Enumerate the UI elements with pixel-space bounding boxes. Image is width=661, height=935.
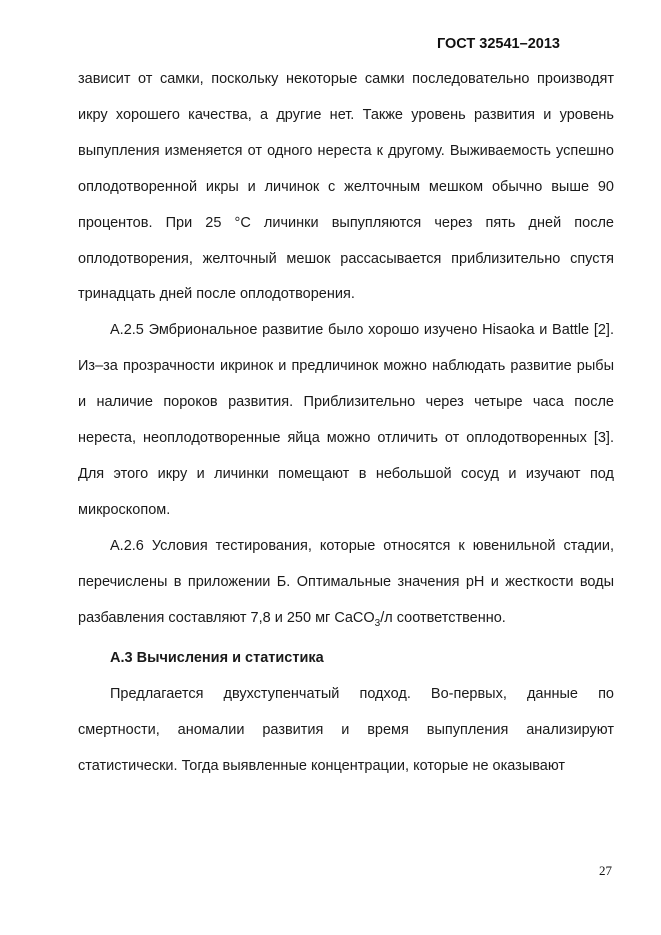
paragraph-a-2-6-tail: /л соответственно. — [380, 609, 506, 626]
paragraph-a-3: Предлагается двухступенчатый подход. Во-первых, данные по смертности, аномалии развития и время выпупления анализируют статистически. Тогда выявленные концентрации, которые не оказывают — [78, 686, 614, 775]
document-code: ГОСТ 32541–2013 — [437, 36, 560, 52]
page-number: 27 — [599, 863, 612, 878]
paragraph-a-2-5: А.2.5 Эмбриональное развитие было хорошо изучено Hisaoka и Battle [2]. Из–за прозрачности икринок и предличинок можно наблюдать развитие рыбы и наличие пороков развития. Приблизительно через четыре часа после нереста, неоплодотворенные яйца можно отличить от оплодотворенных [3]. Для этого икру и личинки помещают в небольшой сосуд и изучают под микроскопом. — [78, 322, 614, 518]
paragraph-continuation: зависит от самки, поскольку некоторые самки последовательно производят икру хорошего качества, а другие нет. Также уровень развития и уровень выпупления изменяется от одного нереста к другому. Выживаемость успешно оплодотворенной икры и личинок с желточным мешком обычно выше 90 процентов. При 25 °С личинки выпупляются через пять дней после оплодотворения, желточный мешок рассасывается приблизительно спустя тринадцать дней после оплодотворения. — [78, 71, 614, 303]
subscript-3: 3 — [374, 617, 381, 629]
section-heading-a-3: А.3 Вычисления и статистика — [110, 650, 324, 667]
body-text — [78, 62, 614, 785]
paragraph-a-2-6 — [78, 529, 614, 642]
paragraph-a-2-6-text: А.2.6 Условия тестирования, которые относятся к ювенильной стадии, перечислены в приложении Б. Оптимальные значения рН и жесткости воды разбавления составляют 7,8 и 250 мг CaCO — [78, 537, 614, 626]
